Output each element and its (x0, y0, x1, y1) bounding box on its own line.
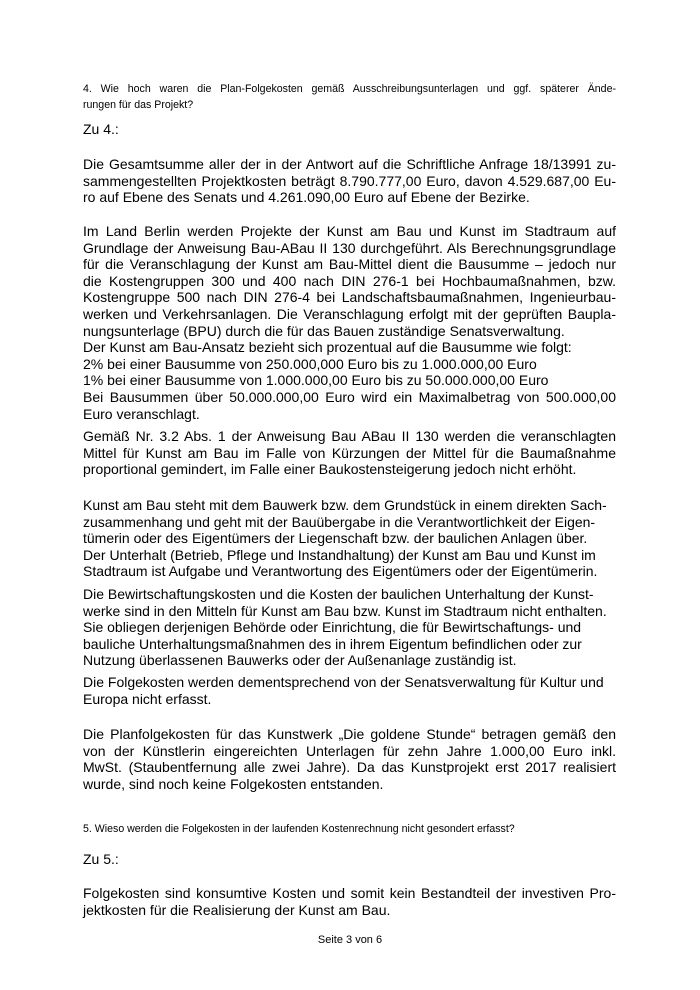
question-4-line-2: rungen für das Projekt? (83, 98, 194, 111)
paragraph-line: wurde, sind noch keine Folgekosten entstanden. (83, 775, 384, 792)
paragraph-golden-hour (83, 726, 616, 792)
paragraph-line: werke sind in den Mitteln für Kunst am Bau bzw. Kunst im Stadtraum nicht enthalten. (83, 602, 607, 619)
paragraph-line: nungsunterlage (BPU) durch die für das Bauen zuständige Senatsverwaltung. (83, 322, 565, 339)
paragraph-line: ro auf Ebene des Senats und 4.261.090,00 Euro auf Ebene der Bezirke. (83, 189, 530, 206)
answer-5-heading: Zu 5.: (83, 851, 119, 867)
paragraph-line: Der Kunst am Bau-Ansatz bezieht sich prozentual auf die Bausumme wie folgt: (83, 339, 572, 356)
paragraph-line: 1% bei einer Bausumme von 1.000.000,00 Euro bis zu 50.000.000,00 Euro (83, 372, 549, 389)
paragraph-line: jektkosten für die Realisierung der Kunst am Bau. (83, 901, 391, 918)
paragraph-line: Europa nicht erfasst. (83, 690, 212, 707)
paragraph-line: Nutzung überlassenen Bauwerks oder der Außenanlage zuständig ist. (83, 652, 517, 669)
paragraph-line: Sie obliegen derjenigen Behörde oder Einrichtung, die für Bewirtschaftungs- und (83, 619, 582, 636)
paragraph-line: tümerin oder des Eigentümers der Liegenschaft bzw. der baulichen Anlagen über. (83, 530, 588, 547)
paragraph-line: Mittel für Kunst am Bau im Falle von Kürzungen der Mittel für die Baumaßnahme (83, 444, 616, 461)
question-4 (83, 82, 616, 113)
paragraph-calculation-basis (83, 223, 616, 422)
paragraph-ownership (83, 497, 616, 580)
paragraph-consumptive-costs (83, 885, 616, 918)
paragraph-line: von der Künstlerin eingereichten Unterlagen für zehn Jahre 1.000,00 Euro inkl. (83, 742, 616, 759)
answer-4-heading: Zu 4.: (83, 121, 119, 137)
paragraph-line: Bei Bausummen über 50.000.000,00 Euro wird ein Maximalbetrag von 500.000,00 (83, 388, 616, 405)
paragraph-line: Der Unterhalt (Betrieb, Pflege und Instandhaltung) der Kunst am Bau und Kunst im (83, 546, 596, 563)
paragraph-line: zusammenhang und geht mit der Bauübergabe in die Verantwortlichkeit der Eigen- (83, 513, 596, 530)
paragraph-line: Stadtraum ist Aufgabe und Verantwortung des Eigentümers oder der Eigentümerin. (83, 563, 598, 580)
paragraph-line: die Kostengruppen 300 und 400 nach DIN 276-1 bei Hochbaumaßnahmen, bzw. (83, 272, 616, 289)
paragraph-line: Im Land Berlin werden Projekte der Kunst am Bau und Kunst im Stadtraum auf (83, 223, 616, 239)
paragraph-line: Die Planfolgekosten für das Kunstwerk „Die goldene Stunde“ betragen gemäß den (83, 726, 616, 742)
question-5: 5. Wieso werden die Folgekosten in der laufenden Kostenrechnung nicht gesondert erfasst? (83, 823, 515, 835)
paragraph-line: Kunst am Bau steht mit dem Bauwerk bzw. dem Grundstück in einem direkten Sach- (83, 497, 607, 513)
paragraph-line: Kostengruppe 500 nach DIN 276-4 bei Landschaftsbaumaßnahmen, Ingenieurbau- (83, 289, 616, 306)
paragraph-line: werken und Verkehrsanlagen. Die Veranschlagung erfolgt mit der geprüften Baupla- (83, 305, 616, 322)
paragraph-not-recorded (83, 674, 616, 707)
paragraph-line: Die Bewirtschaftungskosten und die Kosten der baulichen Unterhaltung der Kunst- (83, 586, 594, 602)
paragraph-line: Die Folgekosten werden dementsprechend von der Senatsverwaltung für Kultur und (83, 674, 604, 690)
paragraph-maintenance-costs (83, 586, 616, 669)
paragraph-line: bauliche Unterhaltungsmaßnahmen des in ihrem Eigentum befindlichen oder zur (83, 635, 582, 652)
paragraph-line: proportional gemindert, im Falle einer Baukostensteigerung jedoch nicht erhöht. (83, 461, 577, 478)
question-4-line-1: 4. Wie hoch waren die Plan-Folgekosten gemäß Ausschreibungsunterlagen und ggf. späterer Ände- (83, 83, 616, 95)
paragraph-abau-reduction (83, 428, 616, 478)
paragraph-line: Gemäß Nr. 3.2 Abs. 1 der Anweisung Bau ABau II 130 werden die veranschlagten (83, 428, 616, 444)
paragraph-line: Die Gesamtsumme aller der in der Antwort auf die Schriftliche Anfrage 18/13991 zu- (83, 156, 616, 172)
paragraph-line: Folgekosten sind konsumtive Kosten und somit kein Bestandteil der investiven Pro- (83, 885, 616, 901)
paragraph-line: Grundlage der Anweisung Bau-ABau II 130 durchgeführt. Als Berechnungsgrundlage (83, 239, 616, 256)
paragraph-total-costs (83, 156, 616, 206)
paragraph-line: Euro veranschlagt. (83, 405, 200, 422)
paragraph-line: MwSt. (Staubentfernung alle zwei Jahre). Da das Kunstprojekt erst 2017 realisiert (83, 759, 616, 776)
page-number: Seite 3 von 6 (317, 934, 383, 946)
paragraph-line: 2% bei einer Bausumme von 250.000,000 Euro bis zu 1.000.000,00 Euro (83, 355, 537, 372)
paragraph-line: für die Veranschlagung der Kunst am Bau-Mittel dient die Bausumme – jedoch nur (83, 256, 616, 273)
paragraph-line: sammengestellten Projektkosten beträgt 8.790.777,00 Euro, davon 4.529.687,00 Eu- (83, 172, 616, 189)
